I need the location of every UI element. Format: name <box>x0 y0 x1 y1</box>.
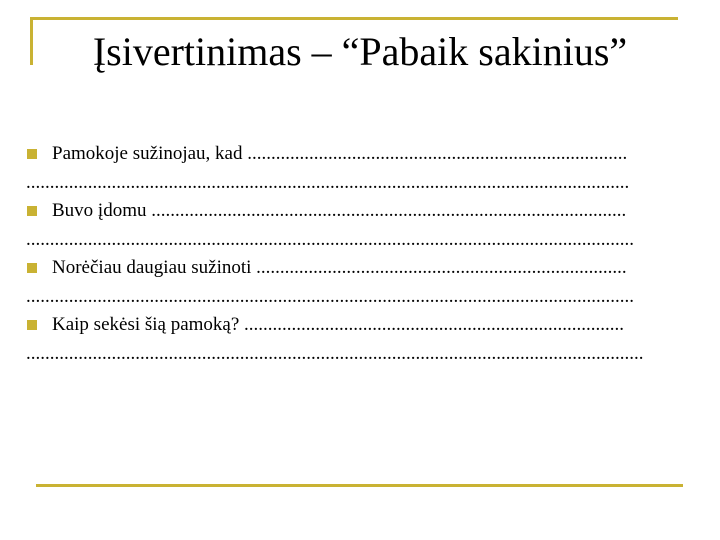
list-item <box>26 311 696 340</box>
page-title: Įsivertinimas – “Pabaik sakinius” <box>92 29 628 74</box>
sentence-prompt: Norėčiau daugiau sužinoti .............................................................................. <box>52 257 627 278</box>
answer-line: .................................................................................................................................. <box>26 342 644 364</box>
square-bullet-icon <box>27 320 37 330</box>
square-bullet-icon <box>27 263 37 273</box>
frame-top-border <box>30 17 678 20</box>
answer-line: ................................................................................................................................ <box>26 285 634 307</box>
list-item <box>26 197 696 226</box>
square-bullet-icon <box>27 149 37 159</box>
answer-line: ............................................................................................................................... <box>26 171 630 193</box>
sentence-prompt: Buvo įdomu .................................................................................................... <box>52 200 627 221</box>
sentence-list <box>26 140 696 368</box>
frame-left-border <box>30 17 33 65</box>
sentence-prompt: Kaip sekėsi šią pamoką? ................................................................................ <box>52 314 625 335</box>
list-item <box>26 254 696 283</box>
answer-line: ................................................................................................................................ <box>26 228 634 250</box>
frame-bottom-border <box>36 484 683 487</box>
sentence-prompt: Pamokoje sužinojau, kad ................................................................................ <box>52 143 628 164</box>
square-bullet-icon <box>27 206 37 216</box>
list-item <box>26 140 696 169</box>
